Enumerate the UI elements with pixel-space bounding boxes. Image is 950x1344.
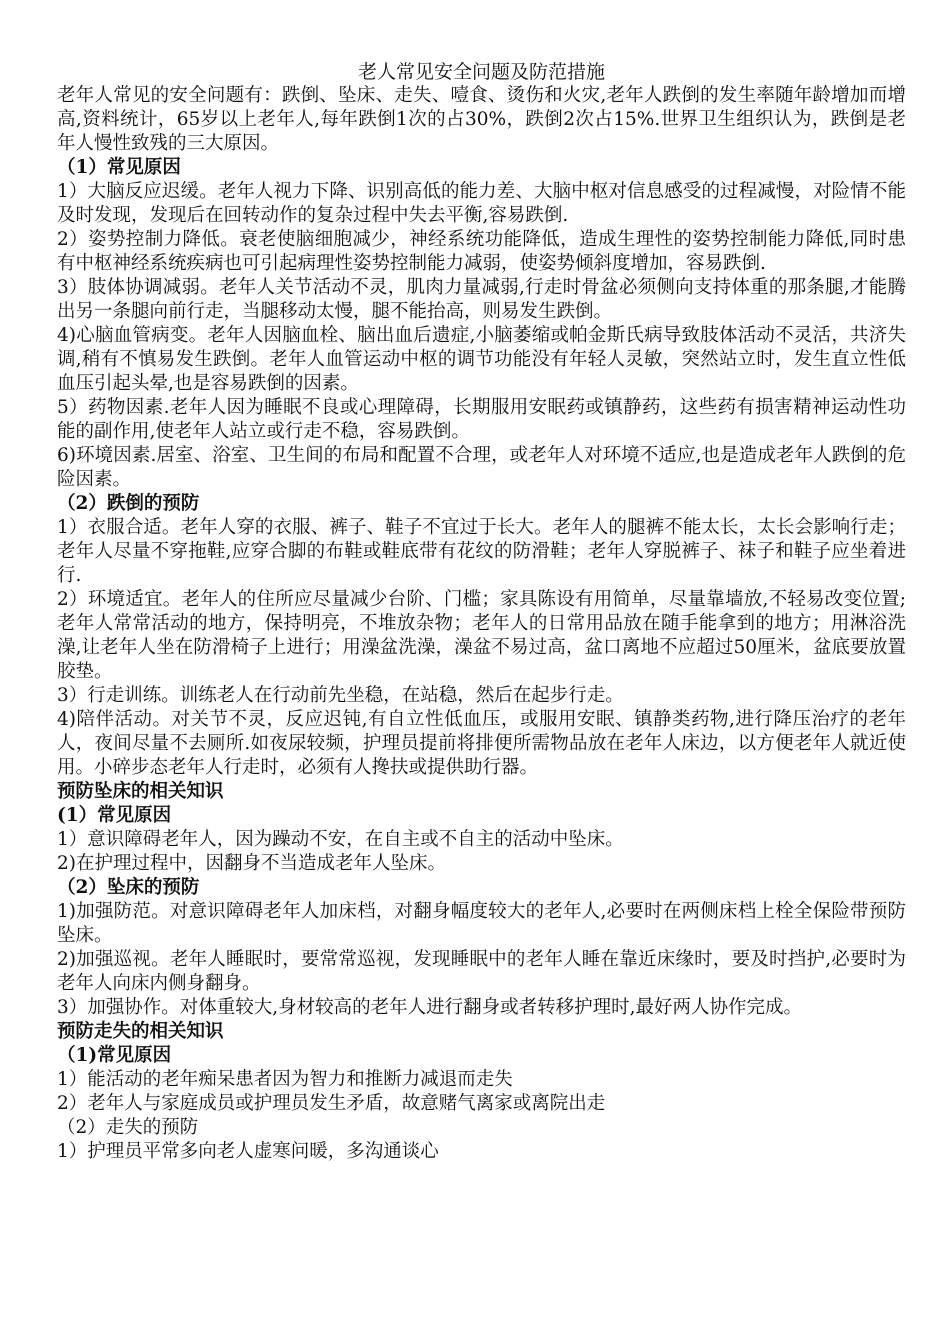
paragraph: 6)环境因素.居室、浴室、卫生间的布局和配置不合理，或老年人对环境不适应,也是造成老年人跌倒的危险因素。 xyxy=(57,445,906,490)
paragraph: 1）意识障碍老年人，因为躁动不安，在自主或不自主的活动中坠床。 xyxy=(57,829,624,850)
paragraph: 1）能活动的老年痴呆患者因为智力和推断力减退而走失 xyxy=(57,1069,513,1090)
paragraph: 2）姿势控制力降低。衰老使脑细胞减少，神经系统功能降低，造成生理性的姿势控制能力降低,同时患有中枢神经系统疾病也可引起病理性姿势控制能力减弱，使姿势倾斜度增加，容易跌倒. xyxy=(57,229,906,274)
section-heading: （2）坠床的预防 xyxy=(57,877,200,898)
paragraph: 1）衣服合适。老年人穿的衣服、裤子、鞋子不宜过于长大。老年人的腿裤不能太长，太长会影响行走；老年人尽量不穿拖鞋,应穿合脚的布鞋或鞋底带有花纹的防滑鞋；老年人穿脱裤子、袜子和鞋子应坐着进行. xyxy=(57,517,906,586)
paragraph: 1）护理员平常多向老人虚寒问暖，多沟通谈心 xyxy=(57,1141,439,1162)
paragraph: 2）老年人与家庭成员或护理员发生矛盾，故意赌气离家或离院出走 xyxy=(57,1093,606,1114)
section-heading: （2）跌倒的预防 xyxy=(57,493,200,514)
paragraph: 4)心脑血管病变。老年人因脑血栓、脑出血后遗症,小脑萎缩或帕金斯氏病导致肢体活动不灵活，共济失调,稍有不慎易发生跌倒。老年人血管运动中枢的调节功能没有年轻人灵敏，突然站立时，发生直立性低血压引起头晕,也是容易跌倒的因素。 xyxy=(57,325,906,394)
paragraph: 3）加强协作。对体重较大,身材较高的老年人进行翻身或者转移护理时,最好两人协作完成。 xyxy=(57,997,803,1018)
section-heading: (1）常见原因 xyxy=(57,805,172,826)
paragraph: 3）肢体协调减弱。老年人关节活动不灵，肌肉力量减弱,行走时骨盆必须侧向支持体重的那条腿,才能腾出另一条腿向前行走，当腿移动太慢，腿不能抬高，则易发生跌倒。 xyxy=(57,277,906,322)
paragraph: 2)加强巡视。老年人睡眠时，要常常巡视，发现睡眠中的老年人睡在靠近床缘时，要及时挡护,必要时为老年人向床内侧身翻身。 xyxy=(57,949,906,994)
paragraph: 2)在护理过程中，因翻身不当造成老年人坠床。 xyxy=(57,853,446,874)
section-heading: 预防走失的相关知识 xyxy=(57,1021,224,1042)
paragraph: 4)陪伴活动。对关节不灵，反应迟钝,有自立性低血压，或服用安眠、镇静类药物,进行降压治疗的老年人，夜间尽量不去厕所.如夜尿较频，护理员提前将排便所需物品放在老年人床边，以方便老年人就近使用。小碎步态老年人行走时，必须有人搀扶或提供助行器。 xyxy=(57,709,906,778)
document-body xyxy=(57,84,906,1164)
paragraph: 5）药物因素.老年人因为睡眠不良或心理障碍，长期服用安眠药或镇静药，这些药有损害精神运动性功能的副作用,使老年人站立或行走不稳，容易跌倒。 xyxy=(57,397,906,442)
section-heading: （2）走失的预防 xyxy=(57,1117,199,1138)
section-heading: （1)常见原因 xyxy=(57,1045,172,1066)
paragraph: 老年人常见的安全问题有：跌倒、坠床、走失、噎食、烫伤和火灾,老年人跌倒的发生率随年龄增加而增高,资料统计，65岁以上老年人,每年跌倒1次的占30%，跌倒2次占15%.世界卫生组织认为，跌倒是老年人慢性致残的三大原因。 xyxy=(57,85,906,154)
document-title: 老人常见安全问题及防范措施 xyxy=(357,61,605,83)
paragraph: 3）行走训练。训练老人在行动前先坐稳，在站稳，然后在起步行走。 xyxy=(57,685,624,706)
paragraph: 1)加强防范。对意识障碍老年人加床档，对翻身幅度较大的老年人,必要时在两侧床档上栓全保险带预防坠床。 xyxy=(57,901,906,946)
paragraph: 1）大脑反应迟缓。老年人视力下降、识别高低的能力差、大脑中枢对信息感受的过程减慢，对险情不能及时发现，发现后在回转动作的复杂过程中失去平衡,容易跌倒. xyxy=(57,181,906,226)
section-heading: （1）常见原因 xyxy=(57,157,181,178)
paragraph: 2）环境适宜。老年人的住所应尽量减少台阶、门槛；家具陈设有用简单，尽量靠墙放,不轻易改变位置;老年人常常活动的地方，保持明亮，不堆放杂物；老年人的日常用品放在随手能拿到的地方；用淋浴洗澡,让老年人坐在防滑椅子上进行；用澡盆洗澡，澡盆不易过高，盆口离地不应超过50厘米，盆底要放置胶垫。 xyxy=(57,589,906,682)
section-heading: 预防坠床的相关知识 xyxy=(57,781,224,802)
